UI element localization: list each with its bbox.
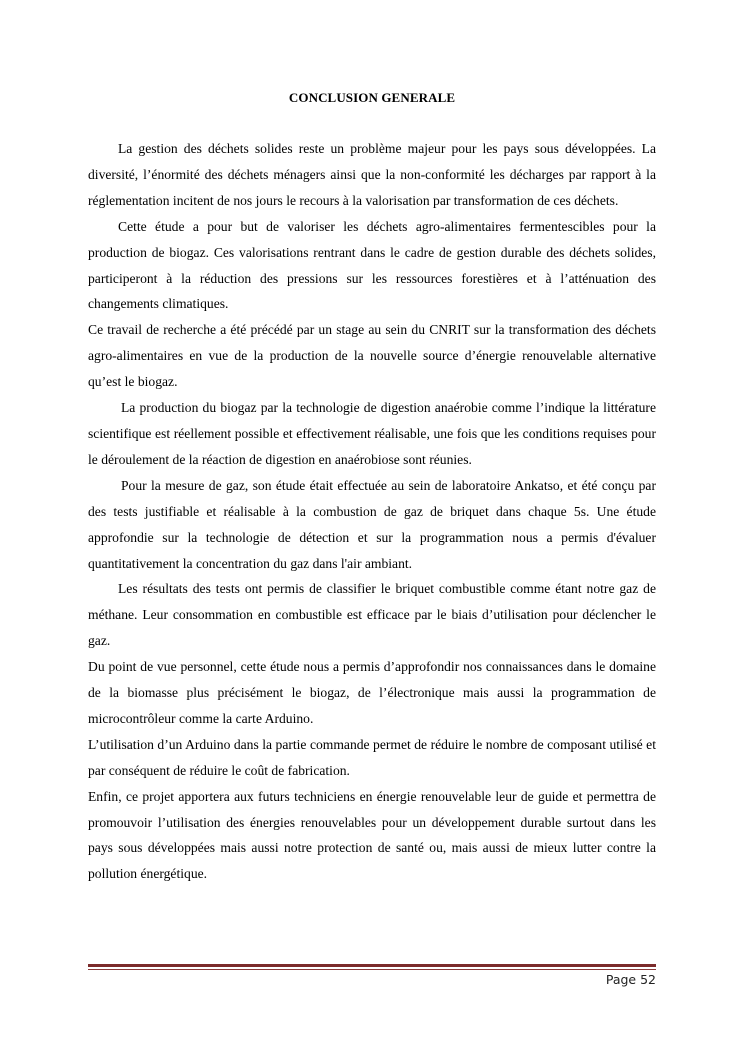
paragraph-2: Cette étude a pour but de valoriser les déchets agro-alimentaires fermentescibles pour la production de biogaz. Ces valorisations rentrant dans le cadre de gestion durable des déchets solides, participeront à la réduction des pressions sur les ressources forestières et à l’atténuation des changements climatiques. xyxy=(88,218,656,312)
paragraph-3: Ce travail de recherche a été précédé par un stage au sein du CNRIT sur la transformation des déchets agro-alimentaires en vue de la production de la nouvelle source d’énergie renouvelable alternative qu’est le biogaz. xyxy=(88,322,656,390)
paragraph-4: La production du biogaz par la technologie de digestion anaérobie comme l’indique la littérature scientifique est réellement possible et effectivement réalisable, une fois que les conditions requises pour le déroulement de la réaction de digestion en anaérobiose sont réunies. xyxy=(88,400,656,467)
footer-rule-thick xyxy=(88,964,656,967)
paragraph-7: Du point de vue personnel, cette étude nous a permis d’approfondir nos connaissances dans le domaine de la biomasse plus précisément le biogaz, de l’électronique mais aussi la programmation de microcontrôleur comme la carte Arduino. xyxy=(88,659,656,726)
page-title: CONCLUSION GENERALE xyxy=(288,90,456,105)
page-number: Page 52 xyxy=(605,972,656,987)
footer-rule-thin xyxy=(88,969,656,970)
paragraph-9: Enfin, ce projet apportera aux futurs techniciens en énergie renouvelable leur de guide et permettra de promouvoir l’utilisation des énergies renouvelables pour un développement durable surtout dans les pays sous développées mais aussi notre protection de santé ou, mais aussi de mieux lutter contre la pollution énergétique. xyxy=(88,788,656,882)
paragraph-1: La gestion des déchets solides reste un problème majeur pour les pays sous développées. La diversité, l’énormité des déchets ménagers ainsi que la non-conformité les décharges par rapport à la réglementation incitent de nos jours le recours à la valorisation par transformation de ces déchets. xyxy=(88,141,656,208)
paragraph-5: Pour la mesure de gaz, son étude était effectuée au sein de laboratoire Ankatso, et été conçu par des tests justifiable et réalisable à la combustion de gaz de briquet dans chaque 5s. Une étude approfondie sur la technologie de détection et sur la programmation nous a permis d'évaluer quantitativement la concentration du gaz dans l'air ambiant. xyxy=(88,477,656,571)
body-text xyxy=(88,136,656,887)
paragraph-8: L’utilisation d’un Arduino dans la partie commande permet de réduire le nombre de composant utilisé et par conséquent de réduire le coût de fabrication. xyxy=(88,736,656,778)
paragraph-6: Les résultats des tests ont permis de classifier le briquet combustible comme étant notre gaz de méthane. Leur consommation en combustible est efficace par le biais d’utilisation pour déclencher le gaz. xyxy=(88,581,656,649)
footer-divider xyxy=(88,964,656,970)
